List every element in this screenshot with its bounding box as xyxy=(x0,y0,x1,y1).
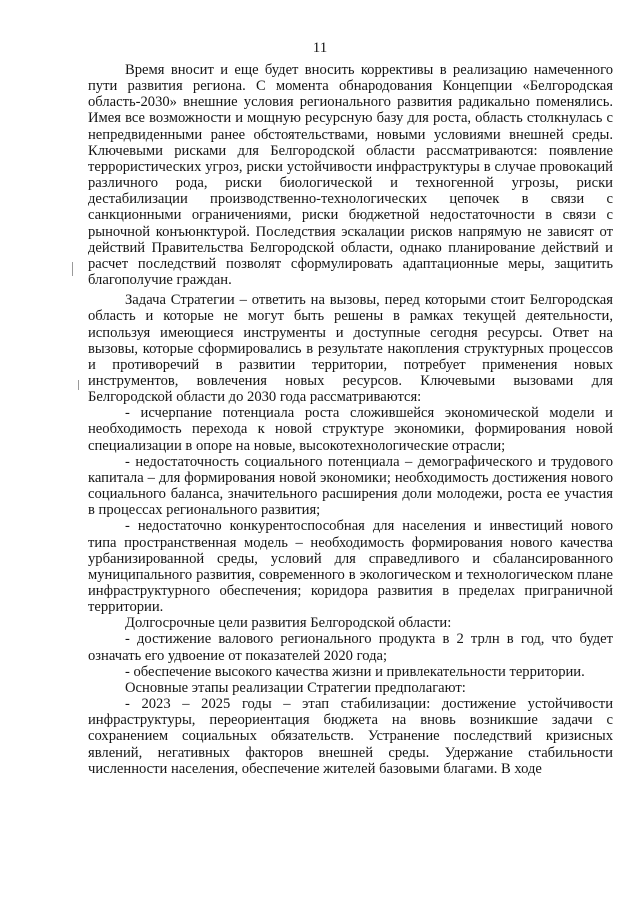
list-item-social-potential: - недостаточность социального потенциала – демографического и трудового капитала – для формирования новой экономики; необходимость достижения нового социального баланса, значительного расширения доли молодежи, роста ее участия в процессах регионального развития; xyxy=(88,453,613,519)
list-item-spatial-model: - недостаточно конкурентоспособная для населения и инвестиций нового типа пространственная модель – необходимость формирования нового качества урбанизированной среды, условий для справедливого и сбалансированного муниципального развития, современного в экологическом и технологическом плане инфраструктурного обеспечения; коридора развития в пределах приграничной территории. xyxy=(88,518,613,616)
paragraph-risks: Время вносит и еще будет вносить коррективы в реализацию намеченного пути развития региона. С момента обнародования Концепции «Белгородская область-2030» внешние условия регионального развития радикально поменялись. Имея все возможности и мощную ресурсную базу для роста, область столкнулась с непредвиденными ранее обстоятельствами, новыми условиями внешней среды. Ключевыми рисками для Белгородской области рассматриваются: появление террористических угроз, риски устойчивости инфраструктуры в случае провокаций различного рода, риски биологической и техногенной угрозы, риски дестабилизации производственно-технологических цепочек в связи с санкционными ограничениями, риски бюджетной недостаточности в связи с рыночной конъюнктурой. Последствия эскалации рисков напрямую не зависят от действий Правительства Белгородской области, однако планирование действий и расчет последствий позволят сформулировать адаптационные меры, защитить благополучие граждан. xyxy=(88,62,613,289)
scan-margin-mark xyxy=(78,380,79,390)
paragraph-strategy-task: Задача Стратегии – ответить на вызовы, перед которыми стоит Белгородская область и которые не могут быть решены в рамках текущей деятельности, используя имеющиеся инструменты и доступные сегодня ресурсы. Ответ на вызовы, которые сформировались в результате накопления структурных процессов и противоречий в развитии территории, потребует применения новых инструментов, вовлечения новых ресурсов. Ключевыми вызовами для Белгородской области до 2030 года рассматриваются: xyxy=(88,292,613,406)
list-item-stage-stabilization: - 2023 – 2025 годы – этап стабилизации: достижение устойчивости инфраструктуры, переориентация бюджета на вновь возникшие задачи с сохранением социальных обязательств. Устранение последствий кризисных явлений, негативных факторов внешней среды. Удержание стабильности численности населения, обеспечение жителей базовыми благами. В ходе xyxy=(88,696,613,777)
list-item-quality-of-life: - обеспечение высокого качества жизни и привлекательности территории. xyxy=(125,663,585,680)
page-number: 11 xyxy=(312,40,328,56)
list-item-grp-goal: - достижение валового регионального продукта в 2 трлн в год, что будет означать его удвоение от показателей 2020 года; xyxy=(88,631,613,664)
paragraph-stages: Основные этапы реализации Стратегии предполагают: xyxy=(125,679,466,696)
paragraph-long-term-goals: Долгосрочные цели развития Белгородской области: xyxy=(125,615,452,632)
body-text xyxy=(88,62,613,777)
scan-margin-mark xyxy=(72,262,73,276)
list-item-economic-model: - исчерпание потенциала роста сложившейся экономической модели и необходимость перехода к новой структуре экономики, формирования новой специализации в опоре на новые, высокотехнологические отрасли; xyxy=(88,405,613,454)
